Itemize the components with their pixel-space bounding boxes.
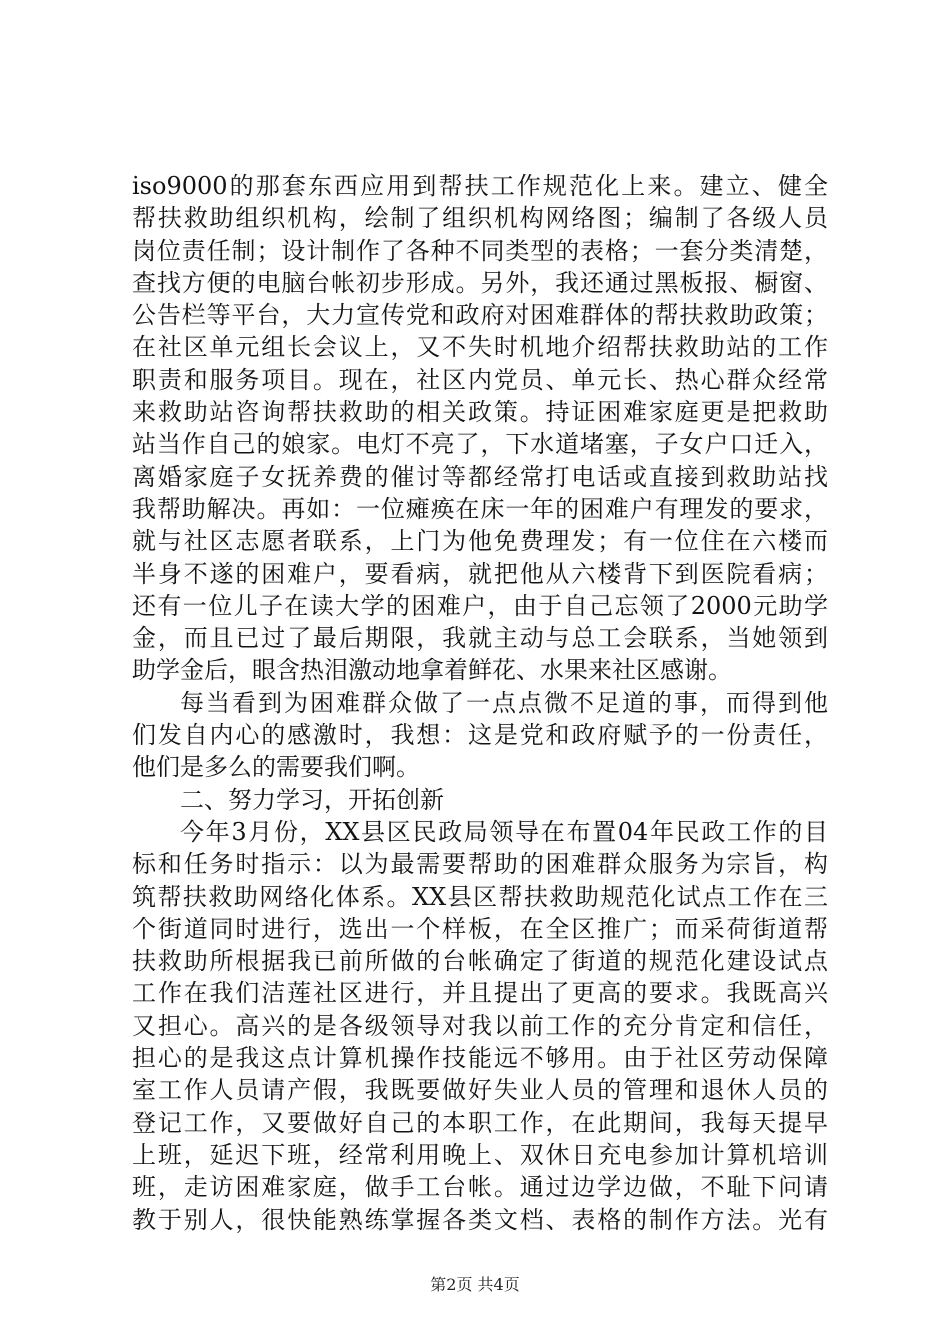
text-line: 岗位责任制；设计制作了各种不同类型的表格；一套分类清楚， [132, 236, 828, 265]
text-line: 就与社区志愿者联系，上门为他免费理发；有一位住在六楼而 [132, 527, 828, 556]
text-line: 职责和服务项目。现在，社区内党员、单元长、热心群众经常 [132, 365, 828, 394]
text-line: 助学金后，眼含热泪激动地拿着鲜花、水果来社区感谢。 [132, 656, 732, 685]
text-line: 我帮助解决。再如：一位瘫痪在床一年的困难户有理发的要求， [132, 494, 828, 523]
text-line: 查找方便的电脑台帐初步形成。另外，我还通过黑板报、橱窗、 [132, 268, 828, 297]
text-line: iso9000的那套东西应用到帮扶工作规范化上来。建立、健全 [132, 172, 828, 200]
text-line: 登记工作，又要做好自己的本职工作，在此期间，我每天提早 [132, 1108, 828, 1137]
text-line: 二、努力学习，开拓创新 [180, 785, 444, 814]
text-line: 每当看到为困难群众做了一点点微不足道的事，而得到他 [180, 688, 828, 717]
text-line: 班，走访困难家庭，做手工台帐。通过边学边做，不耻下问请 [132, 1173, 828, 1202]
text-line: 半身不遂的困难户，要看病，就把他从六楼背下到医院看病； [132, 559, 828, 588]
text-line: 在社区单元组长会议上，又不失时机地介绍帮扶救助站的工作 [132, 333, 828, 362]
text-line: 教于别人，很快能熟练掌握各类文档、表格的制作方法。光有 [132, 1205, 828, 1234]
text-line: 工作在我们洁莲社区进行，并且提出了更高的要求。我既高兴 [132, 979, 828, 1008]
body-text [132, 170, 828, 1236]
text-line: 又担心。高兴的是各级领导对我以前工作的充分肯定和信任， [132, 1011, 828, 1040]
text-line: 还有一位儿子在读大学的困难户，由于自己忘领了2000元助学 [132, 591, 828, 620]
text-line: 筑帮扶救助网络化体系。XX县区帮扶救助规范化试点工作在三 [132, 882, 828, 911]
text-line: 个街道同时进行，选出一个样板，在全区推广；而采荷街道帮 [132, 914, 828, 943]
text-line: 标和任务时指示：以为最需要帮助的困难群众服务为宗旨，构 [132, 850, 828, 879]
text-line: 帮扶救助组织机构，绘制了组织机构网络图；编制了各级人员 [132, 204, 828, 233]
text-line: 离婚家庭子女抚养费的催讨等都经常打电话或直接到救助站找 [132, 462, 828, 491]
page-footer: 第2页 共4页 [430, 1275, 520, 1294]
text-line: 站当作自己的娘家。电灯不亮了，下水道堵塞，子女户口迁入， [132, 430, 828, 459]
text-line: 来救助站咨询帮扶救助的相关政策。持证困难家庭更是把救助 [132, 398, 828, 427]
text-line: 他们是多么的需要我们啊。 [132, 753, 420, 782]
text-line: 上班，延迟下班，经常利用晚上、双休日充电参加计算机培训 [132, 1140, 828, 1169]
text-line: 今年3月份，XX县区民政局领导在布置04年民政工作的目 [180, 817, 828, 846]
text-line: 公告栏等平台，大力宣传党和政府对困难群体的帮扶救助政策； [132, 301, 828, 330]
text-line: 室工作人员请产假，我既要做好失业人员的管理和退休人员的 [132, 1076, 828, 1105]
text-line: 扶救助所根据我已前所做的台帐确定了街道的规范化建设试点 [132, 947, 828, 976]
text-line: 们发自内心的感激时，我想：这是党和政府赋予的一份责任， [132, 721, 828, 750]
text-line: 担心的是我这点计算机操作技能远不够用。由于社区劳动保障 [132, 1044, 828, 1073]
text-line: 金，而且已过了最后期限，我就主动与总工会联系，当她领到 [132, 624, 828, 653]
